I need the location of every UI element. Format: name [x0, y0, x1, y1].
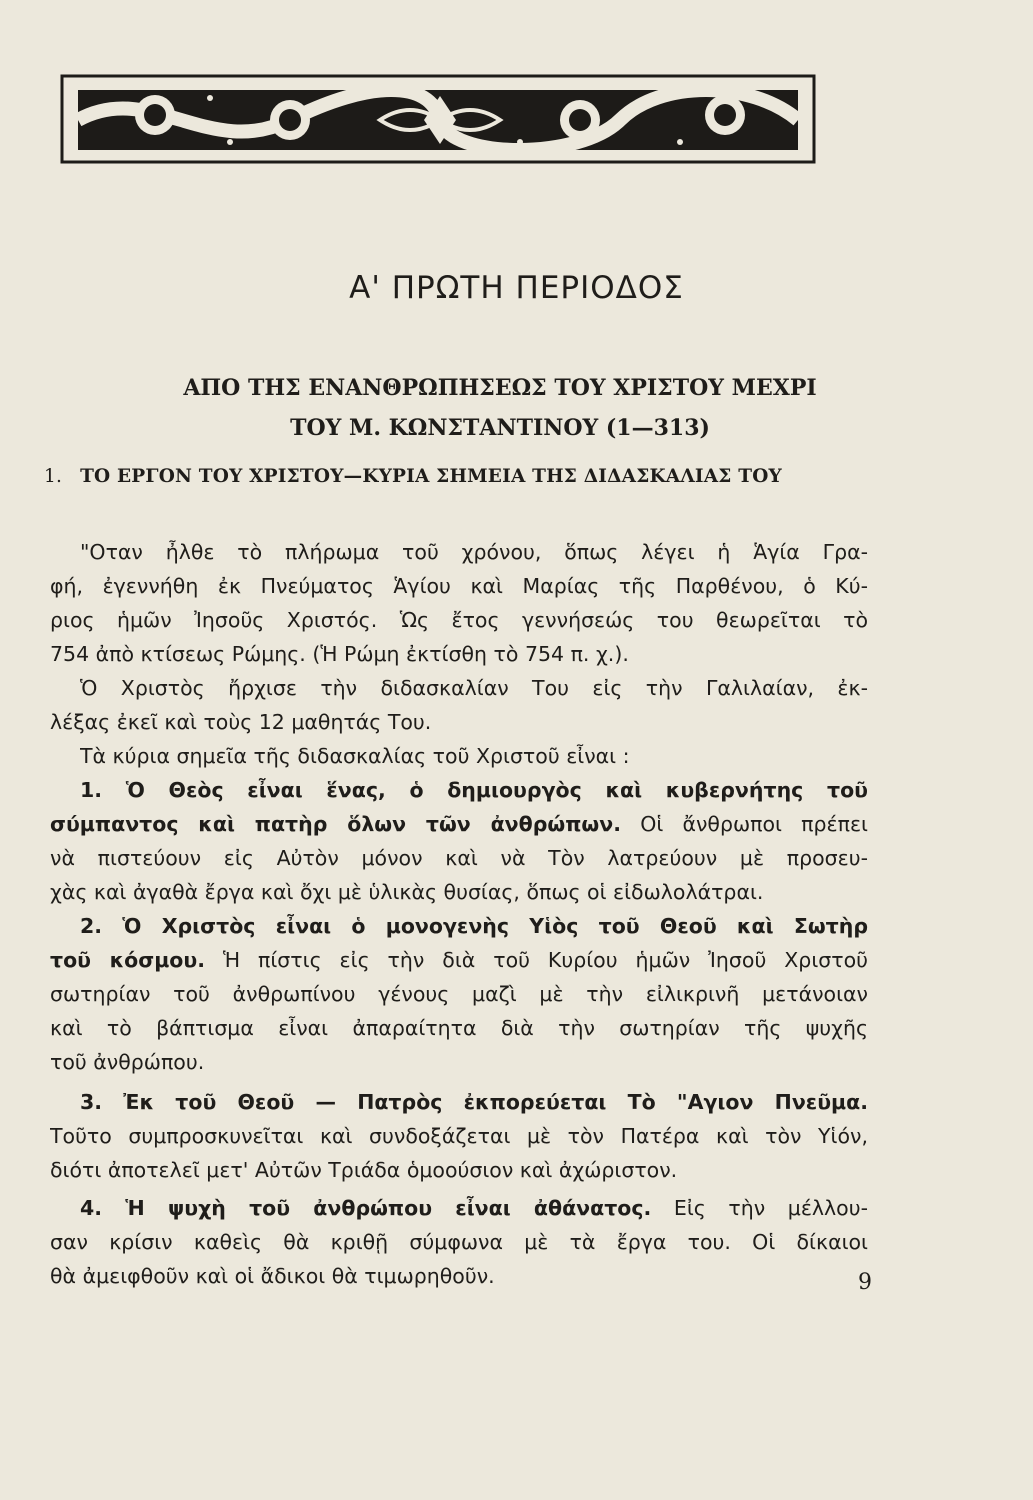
section-heading: [44, 466, 874, 487]
list-item-1-line: σύμπαντος καὶ πατὴρ ὅλων τῶν ἀνθρώπων. Οἱ ἄνθρωποι πρέπει: [50, 812, 868, 836]
list-item-1-line: νὰ πιστεύουν εἰς Αὐτὸν μόνον καὶ νὰ Τὸν λατρεύουν μὲ προσευ-: [50, 846, 868, 870]
list-item-3-lead: 3. Ἐκ τοῦ Θεοῦ — Πατρὸς ἐκπορεύεται Τὸ "Αγιον Πνεῦμα.: [80, 1090, 868, 1114]
list-item-2-lead-cont: τοῦ κόσμου.: [50, 948, 205, 972]
chapter-title: Α' ΠΡΩΤΗ ΠΕΡΙΟΔΟΣ: [349, 270, 684, 306]
ornamental-header-band: [60, 70, 820, 170]
text-line: ριος ἡμῶν Ἰησοῦς Χριστός. Ὡς ἔτος γεννήσεώς του θεωρεῖται τὸ: [50, 608, 868, 632]
list-item-2-line: τοῦ κόσμου. Ἡ πίστις εἰς τὴν διὰ τοῦ Κυρίου ἡμῶν Ἰησοῦ Χριστοῦ: [50, 948, 868, 972]
list-item-4-line: θὰ ἀμειφθοῦν καὶ οἱ ἄδικοι θὰ τιμωρηθοῦν.: [50, 1264, 495, 1288]
list-item-3-line: διότι ἀποτελεῖ μετ' Αὐτῶν Τριάδα ὁμοούσιον καὶ ἀχώριστον.: [50, 1158, 678, 1182]
text-line: φή, ἐγεννήθη ἐκ Πνεύματος Ἁγίου καὶ Μαρίας τῆς Παρθένου, ὁ Κύ-: [50, 574, 868, 598]
text-line: 754 ἀπὸ κτίσεως Ρώμης. (Ἡ Ρώμη ἐκτίσθη τὸ 754 π. χ.).: [50, 642, 629, 666]
list-item-1-lead-cont: σύμπαντος καὶ πατὴρ ὅλων τῶν ἀνθρώπων.: [50, 812, 621, 836]
list-item-1-line: [80, 778, 868, 812]
page-number: 9: [858, 1270, 872, 1295]
list-item-3-line: Τοῦτο συμπροσκυνεῖται καὶ συνδοξάζεται μὲ τὸν Πατέρα καὶ τὸν Υἱόν,: [50, 1124, 868, 1148]
list-item-1-line: χὰς καὶ ἀγαθὰ ἔργα καὶ ὄχι μὲ ὑλικὰς θυσίας, ὅπως οἱ εἰδωλολάτραι.: [50, 880, 764, 904]
text-line: λέξας ἐκεῖ καὶ τοὺς 12 μαθητάς Του.: [50, 710, 432, 734]
text-line: Τὰ κύρια σημεῖα τῆς διδασκαλίας τοῦ Χριστοῦ εἶναι :: [80, 744, 630, 768]
period-heading-line-2: ΤΟΥ Μ. ΚΩΝΣΤΑΝΤΙΝΟΥ (1—313): [290, 415, 710, 441]
list-item-2-lead: 2. Ὁ Χριστὸς εἶναι ὁ μονογενὴς Υἱὸς τοῦ Θεοῦ καὶ Σωτὴρ: [80, 914, 868, 938]
list-item-3-line: [80, 1090, 868, 1124]
list-item-2-line: σωτηρίαν τοῦ ἀνθρωπίνου γένους μαζὶ μὲ τὴν εἰλικρινῆ μετάνοιαν: [50, 982, 868, 1006]
list-item-4-line: σαν κρίσιν καθεὶς θὰ κριθῇ σύμφωνα μὲ τὰ ἔργα του. Οἱ δίκαιοι: [50, 1230, 868, 1254]
section-number: 1.: [44, 466, 63, 487]
period-heading: [100, 368, 900, 448]
list-item-2-line: τοῦ ἀνθρώπου.: [50, 1050, 205, 1074]
section-title: ΤΟ ΕΡΓΟΝ ΤΟΥ ΧΡΙΣΤΟΥ—ΚΥΡΙΑ ΣΗΜΕΙΑ ΤΗΣ ΔΙΔΑΣΚΑΛΙΑΣ ΤΟΥ: [80, 466, 782, 487]
text-line: "Οταν ἦλθε τὸ πλήρωμα τοῦ χρόνου, ὅπως λέγει ἡ Ἁγία Γρα-: [80, 540, 868, 564]
period-heading-line-1: ΑΠΟ ΤΗΣ ΕΝΑΝΘΡΩΠΗΣΕΩΣ ΤΟΥ ΧΡΙΣΤΟΥ ΜΕΧΡΙ: [183, 375, 817, 401]
list-item-4-line: 4. Ἡ ψυχὴ τοῦ ἀνθρώπου εἶναι ἀθάνατος. Εἰς τὴν μέλλου-: [80, 1196, 868, 1220]
text-line: Ὁ Χριστὸς ἤρχισε τὴν διδασκαλίαν Του εἰς τὴν Γαλιλαίαν, ἐκ-: [80, 676, 868, 700]
list-item-1-lead: 1. Ὁ Θεὸς εἶναι ἕνας, ὁ δημιουργὸς καὶ κυβερνήτης τοῦ: [80, 778, 868, 802]
list-item-4-lead: 4. Ἡ ψυχὴ τοῦ ἀνθρώπου εἶναι ἀθάνατος.: [80, 1196, 652, 1220]
list-item-2-line: καὶ τὸ βάπτισμα εἶναι ἀπαραίτητα διὰ τὴν σωτηρίαν τῆς ψυχῆς: [50, 1016, 868, 1040]
list-item-2-line: [80, 914, 868, 948]
